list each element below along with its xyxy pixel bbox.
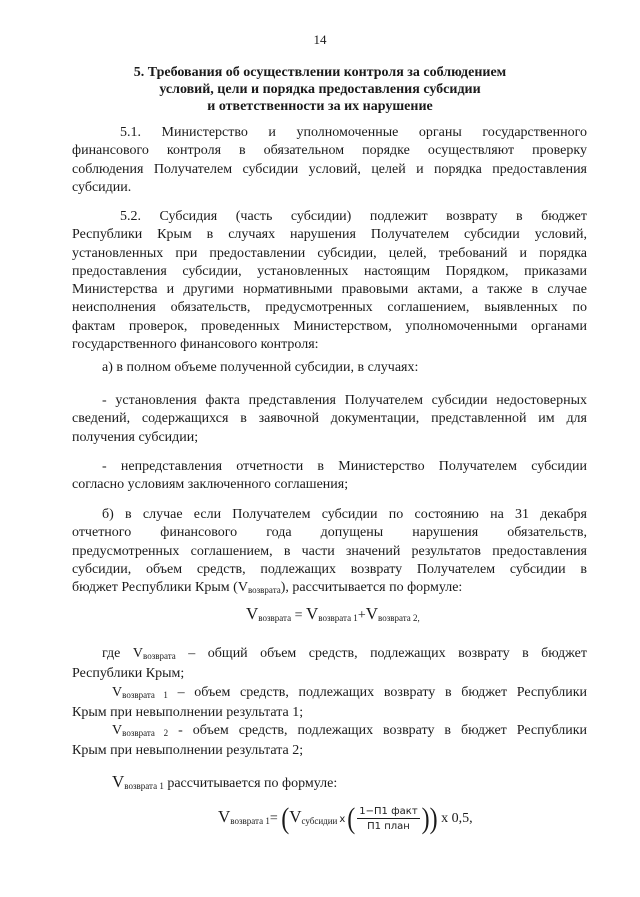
subscript: возврата 1 xyxy=(124,781,164,791)
text-line: субсидии, объем средств, подлежащих возврату Получателем субсидии в xyxy=(72,561,587,577)
text-line: - установления факта представления Получателем субсидии недостоверных xyxy=(102,393,587,408)
text-line: Министерства и другими нормативными правовыми актами, а также в случае xyxy=(72,282,587,298)
subscript: возврата xyxy=(247,585,281,596)
text-line: государственного финансового контроля: xyxy=(72,337,319,353)
subscript: субсидии xyxy=(301,816,338,827)
text-line xyxy=(72,722,587,742)
text-line: согласно условиям заключенного соглашения; xyxy=(72,477,349,493)
variable-v: V xyxy=(365,604,378,623)
subscript: возврата 1 xyxy=(318,613,358,623)
text-line: установленных при предоставлении субсидии, целей, требований и порядка xyxy=(72,245,587,261)
denominator: П1 план xyxy=(367,821,410,832)
text-line: Республики Крым; xyxy=(72,666,185,682)
calc-intro xyxy=(112,772,337,792)
text-line xyxy=(72,579,587,599)
text-fragment: - объем средств, подлежащих возврату в бюджет Республики xyxy=(168,723,587,739)
open-paren: ( xyxy=(281,802,290,836)
section-heading xyxy=(60,64,580,115)
open-paren: ( xyxy=(347,802,356,836)
text-line xyxy=(72,684,587,704)
text-line: - непредставления отчетности в Министерство Получателем субсидии xyxy=(102,459,587,474)
text-line: б) в случае если Получателем субсидии по состоянию на 31 декабря xyxy=(102,507,587,522)
variable-v: V xyxy=(112,772,125,791)
heading-line: и ответственности за их нарушение xyxy=(207,99,433,114)
paragraph-5-2 xyxy=(72,208,587,354)
text-fragment: ), рассчитывается по формуле: xyxy=(280,580,463,596)
text-line: субсидии. xyxy=(72,179,132,195)
operator: х xyxy=(339,814,346,826)
operator: = xyxy=(269,811,282,827)
variable-v: V xyxy=(218,807,231,827)
text-fragment: бюджет Республики Крым (V xyxy=(72,580,248,596)
operator: = xyxy=(291,608,306,623)
text-fragment: где V xyxy=(102,646,143,661)
paragraph-5-1 xyxy=(72,124,587,197)
variable-v: V xyxy=(289,807,302,827)
subscript: возврата 1 xyxy=(122,689,168,700)
text-line: а) в полном объеме полученной субсидии, в случаях: xyxy=(102,360,419,375)
text-fragment: – общий объем средств, подлежащих возврату в бюджет xyxy=(175,646,587,661)
formula-total xyxy=(246,604,420,624)
text-line: 5.1. Министерство и уполномоченные органы государственного xyxy=(120,125,587,140)
text-line: Крым при невыполнении результата 1; xyxy=(72,704,304,720)
variable-v: V xyxy=(112,723,123,739)
text-line: неисполнения обязательств, предусмотренных соглашением, выявленных по xyxy=(72,300,587,316)
subscript: возврата 2, xyxy=(378,613,420,623)
text-line: соблюдения Получателем субсидии условий, целей и порядка предоставления xyxy=(72,161,587,177)
paragraph-a-item-1 xyxy=(72,392,587,447)
text-line: 5.2. Субсидия (часть субсидии) подлежит возврату в бюджет xyxy=(120,209,587,224)
heading-line: условий, цели и порядка предоставления субсидии xyxy=(159,82,481,97)
text-line: отчетного финансового года допущены нарушения обязательств, xyxy=(72,525,587,541)
variable-v: V xyxy=(112,684,123,700)
text-line: Крым при невыполнении результата 2; xyxy=(72,743,304,759)
text-fragment: рассчитывается по формуле: xyxy=(163,776,338,791)
subscript: возврата 1 xyxy=(230,816,270,827)
fraction xyxy=(357,806,419,832)
text-line: сведений, содержащихся в заявочной документации, представленной им для xyxy=(72,411,587,427)
text-line: получения субсидии; xyxy=(72,429,199,445)
paragraph-a xyxy=(72,359,587,377)
operator: + xyxy=(357,608,366,623)
page-number: 14 xyxy=(313,32,327,47)
text-line: финансового контроля в обязательном порядке осуществляют проверку xyxy=(72,143,587,159)
close-paren: ) xyxy=(429,802,438,836)
definitions xyxy=(72,645,587,761)
numerator: 1−П1 факт xyxy=(359,806,418,817)
heading-line: 5. Требования об осуществлении контроля за соблюдением xyxy=(133,65,507,80)
variable-v: V xyxy=(305,604,319,623)
text-line: предоставления субсидии, установленных настоящим Порядком, приказами xyxy=(72,263,587,279)
variable-v: V xyxy=(246,604,259,623)
paragraph-a-item-2 xyxy=(72,458,587,495)
text-fragment: х 0,5, xyxy=(437,811,473,827)
text-line xyxy=(72,645,587,665)
text-fragment: – объем средств, подлежащих возврату в бюджет Республики xyxy=(167,684,587,700)
subscript: возврата 2 xyxy=(122,728,169,739)
subscript: возврата xyxy=(258,613,292,623)
close-paren: ) xyxy=(421,802,430,836)
text-line: предусмотренных соглашением, в части значений результатов предоставления xyxy=(72,543,587,559)
text-line: фактам проверок, проведенных Министерством, уполномоченными органами xyxy=(72,318,587,334)
paragraph-b xyxy=(72,506,587,599)
text-line: Республики Крым в случаях нарушения Получателем субсидии условий, xyxy=(72,227,587,243)
subscript: возврата xyxy=(143,651,176,661)
formula-return-1 xyxy=(218,802,473,836)
